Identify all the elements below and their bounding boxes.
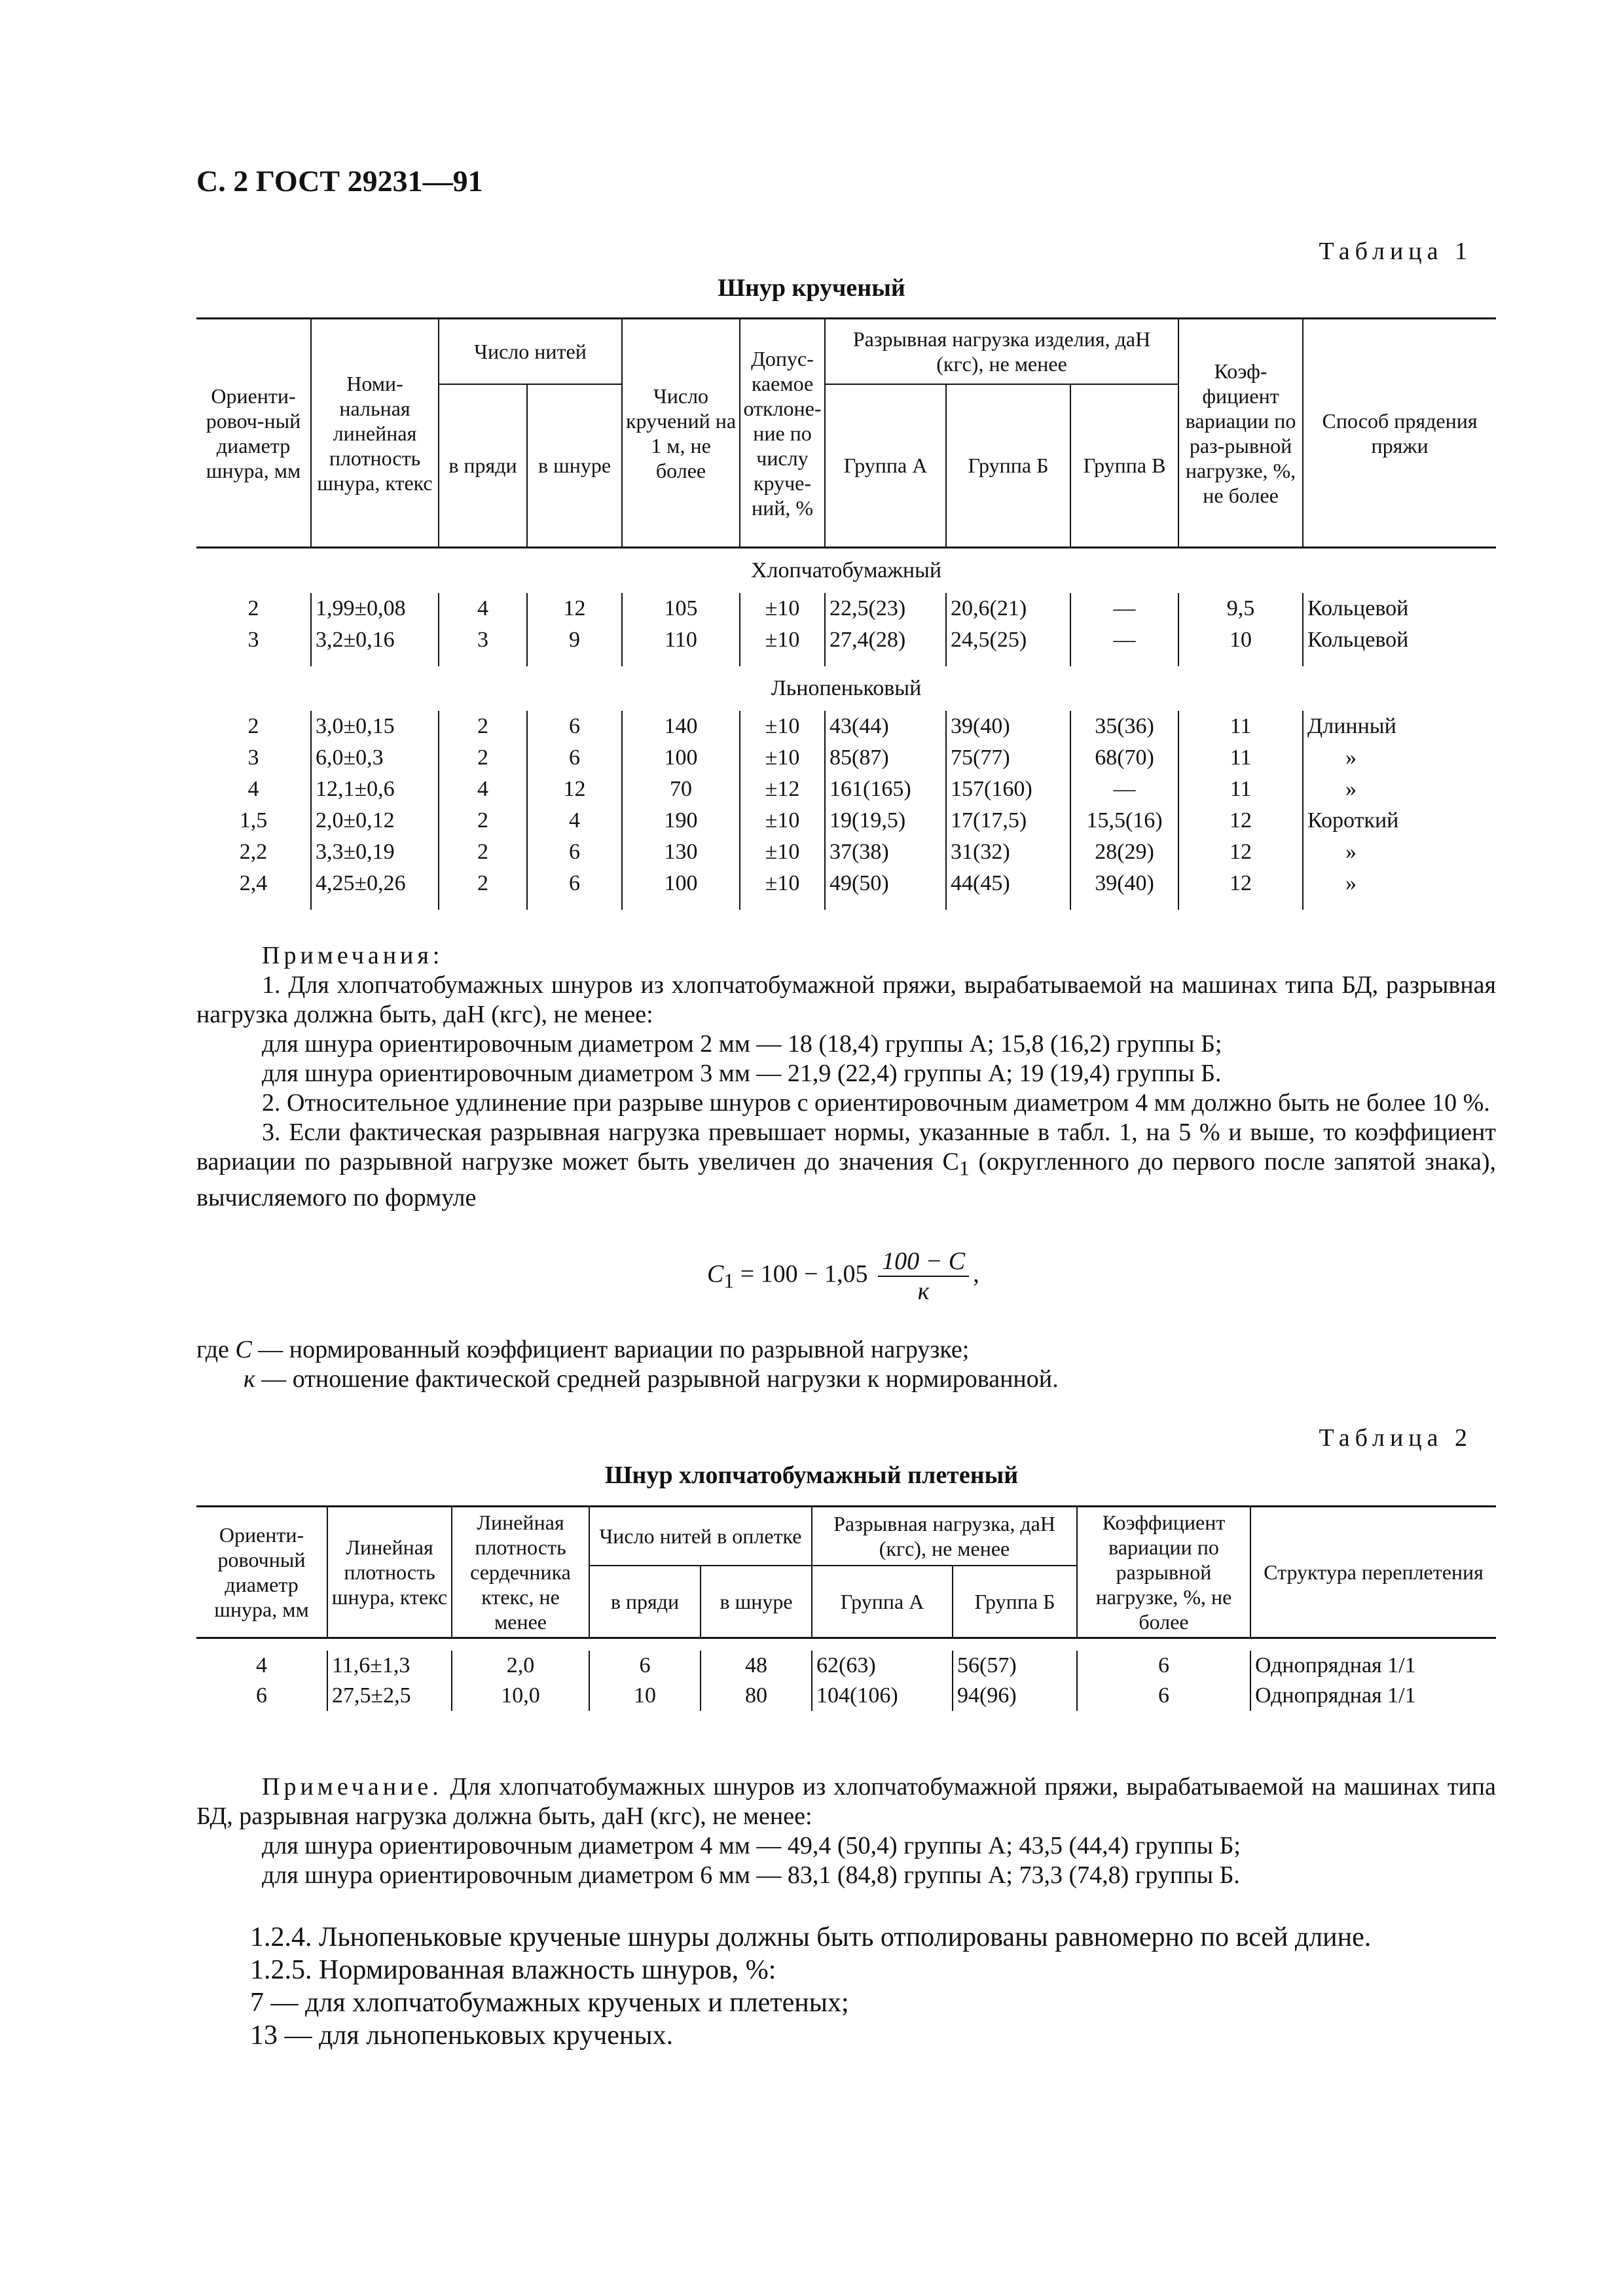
t1-col-twists: Число кручений на 1 м, не более (622, 319, 740, 548)
table-cell: 2 (439, 742, 527, 774)
table-cell: 11 (1178, 711, 1303, 742)
table-row (196, 836, 1496, 868)
table-cell-spacer (946, 899, 1070, 910)
table-cell: 15,5(16) (1070, 805, 1178, 836)
table-cell: 11 (1178, 774, 1303, 805)
table-cell: 3 (439, 624, 527, 656)
table-cell-spacer (946, 656, 1070, 666)
clause-1-2-5: 1.2.5. Нормированная влажность шнуров, %: (250, 1955, 776, 1985)
table1-label: Таблица 1 (1319, 238, 1472, 265)
table-cell-spacer (196, 656, 311, 666)
table-row (196, 711, 1496, 742)
table-cell: 6 (527, 711, 622, 742)
table-cell: 2 (247, 596, 259, 620)
table-cell: 6 (527, 742, 622, 774)
t1-col-group-v: Группа В (1070, 384, 1178, 548)
table-cell: — (1070, 624, 1178, 656)
table-cell: 2,2 (239, 840, 268, 864)
t1-col-threads: Число нитей (439, 319, 622, 384)
table-cell: » (1303, 742, 1496, 774)
formula-legend: где C — нормированный коэффициент вариации по разрывной нагрузке; к — отношение фактической средней разрывной нагрузки к нормированной. (196, 1336, 1059, 1393)
t1-col-group-a: Группа А (825, 384, 946, 548)
table-cell-spacer (622, 656, 740, 666)
table-cell: ±10 (740, 593, 825, 624)
t1-spacer-row (196, 656, 1496, 666)
t1-col-deviation: Допус-каемое отклоне-ние по числу круче-ний, % (740, 319, 825, 548)
table2 (196, 1505, 1496, 1711)
table-cell-spacer (740, 899, 825, 910)
table-cell: 3 (247, 745, 259, 770)
table-cell: 9 (527, 624, 622, 656)
table-cell: ±10 (740, 711, 825, 742)
table-cell: 140 (622, 711, 740, 742)
table-cell-spacer (825, 899, 946, 910)
table-cell-spacer (527, 899, 622, 910)
table-cell: 12 (1178, 836, 1303, 868)
table-cell: 56(57) (953, 1651, 1077, 1681)
note-1: 1. Для хлопчатобумажных шнуров из хлопчатобумажной пряжи, вырабатываемой на машинах типа БД, разрывная нагрузка должна быть, даН (кгс), не менее: (196, 971, 1496, 1028)
table-cell: 49(50) (825, 868, 946, 899)
table1-notes (196, 941, 1496, 1213)
table-cell: 157(160) (946, 774, 1070, 805)
note-1a: для шнура ориентировочным диаметром 2 мм — 18 (18,4) группы А; 15,8 (16,2) группы Б; (262, 1030, 1222, 1058)
table-cell: 2,0 (452, 1651, 589, 1681)
table-cell: 4,25±0,26 (311, 868, 439, 899)
table-cell: 190 (622, 805, 740, 836)
table-cell: 70 (622, 774, 740, 805)
table-cell: 4 (256, 1653, 267, 1677)
table-cell-spacer (1303, 656, 1496, 666)
t1-col-density: Номи-нальная линейная плотность шнура, ктекс (311, 319, 439, 548)
table-cell: 48 (701, 1651, 812, 1681)
table-cell: 31(32) (946, 836, 1070, 868)
t1-group-name: Льнопеньковый (771, 676, 922, 700)
table-cell: 130 (622, 836, 740, 868)
table-cell: 80 (701, 1681, 812, 1711)
formula-numerator: 100 − C (878, 1247, 969, 1277)
table-cell: 12,1±0,6 (311, 774, 439, 805)
table-cell: 75(77) (946, 742, 1070, 774)
table-cell-spacer (1070, 899, 1178, 910)
table2-note: Примечание. Для хлопчатобумажных шнуров из хлопчатобумажной пряжи, вырабатываемой на машинах типа БД, разрывная нагрузка должна быть, даН (кгс), не менее: для шнура ориентировочным диаметром 4 мм — 49,4 (50,4) группы А; 43,5 (44,4) группы Б; для шнура ориентировочным диаметром 6 мм — 83,1 (84,8) группы А; 73,3 (74,8) группы Б. (196, 1773, 1496, 1889)
table-cell: 1,5 (239, 808, 268, 833)
table-cell: 10 (589, 1681, 701, 1711)
table-cell: Однопрядная 1/1 (1250, 1651, 1496, 1681)
note-2: 2. Относительное удлинение при разрыве шнуров с ориентировочным диаметром 4 мм должно быть не более 10 %. (262, 1089, 1490, 1117)
table-cell: » (1303, 774, 1496, 805)
table-cell: — (1070, 774, 1178, 805)
t2-col-threads: Число нитей в оплетке (589, 1507, 812, 1566)
table-cell: ±10 (740, 805, 825, 836)
table-cell: 12 (1178, 868, 1303, 899)
table-cell: 35(36) (1070, 711, 1178, 742)
table-row (196, 593, 1496, 624)
table-row (196, 805, 1496, 836)
t2-col-load: Разрывная нагрузка, даН (кгс), не менее (812, 1507, 1077, 1566)
table-cell: — (1070, 593, 1178, 624)
table-cell: 27,4(28) (825, 624, 946, 656)
table-cell: 2 (439, 868, 527, 899)
table-row (196, 774, 1496, 805)
table-cell: 3 (247, 628, 259, 652)
t1-col-coef: Коэф-фициент вариации по раз-рывной нагрузке, %, не более (1178, 319, 1303, 548)
table-cell: 6 (527, 868, 622, 899)
table-cell: Короткий (1303, 805, 1496, 836)
t1-group-row (196, 666, 1496, 711)
table-cell-spacer (622, 899, 740, 910)
table-cell: 6 (1077, 1681, 1250, 1711)
table-cell: 12 (527, 593, 622, 624)
t2-col-structure: Структура переплетения (1250, 1507, 1496, 1638)
table-cell-spacer (311, 899, 439, 910)
table1 (196, 317, 1496, 910)
table-cell: 2,0±0,12 (311, 805, 439, 836)
table-row (196, 624, 1496, 656)
table-cell-spacer (740, 656, 825, 666)
table-cell: 2,4 (239, 871, 268, 895)
table-cell: 110 (622, 624, 740, 656)
clauses (250, 1921, 1507, 2052)
table-cell: 44(45) (946, 868, 1070, 899)
table-cell: 4 (439, 593, 527, 624)
table-cell: 2 (247, 714, 259, 738)
table-cell: Кольцевой (1303, 624, 1496, 656)
table-cell: 4 (527, 805, 622, 836)
t2-col-diameter: Ориенти-ровочный диаметр шнура, мм (196, 1507, 327, 1638)
table-cell: 68(70) (1070, 742, 1178, 774)
note-1b: для шнура ориентировочным диаметром 3 мм — 21,9 (22,4) группы А; 19 (19,4) группы Б. (262, 1060, 1222, 1087)
table-cell: 12 (527, 774, 622, 805)
table-cell-spacer (1178, 656, 1303, 666)
table1-title: Шнур крученый (718, 274, 905, 302)
table-cell: 19(19,5) (825, 805, 946, 836)
table-row (196, 868, 1496, 899)
table-cell: 2 (439, 711, 527, 742)
note2-b: для шнура ориентировочным диаметром 6 мм — 83,1 (84,8) группы А; 73,3 (74,8) группы Б. (262, 1861, 1240, 1889)
table-cell: ±10 (740, 836, 825, 868)
t2-col-group-b: Группа Б (953, 1566, 1077, 1638)
clause-1-2-5-a: 7 — для хлопчатобумажных крученых и плетеных; (250, 1988, 849, 2018)
t1-col-in-cord: в шнуре (527, 384, 622, 548)
table-cell: 2 (439, 836, 527, 868)
table-cell: 37(38) (825, 836, 946, 868)
page-header: С. 2 ГОСТ 29231—91 (196, 164, 483, 198)
t2-col-coef: Коэффициент вариации по разрывной нагрузке, %, не более (1077, 1507, 1250, 1638)
t1-col-group-b: Группа Б (946, 384, 1070, 548)
table-cell-spacer (196, 899, 311, 910)
table-cell: 12 (1178, 805, 1303, 836)
t2-spacer-row (196, 1638, 1496, 1651)
table-cell: 100 (622, 868, 740, 899)
t2-col-in-yarn: в пряди (589, 1566, 701, 1638)
table-cell: 39(40) (946, 711, 1070, 742)
table-cell: 27,5±2,5 (327, 1681, 452, 1711)
table-row (196, 1681, 1496, 1711)
table-cell: ±12 (740, 774, 825, 805)
table-cell: 11,6±1,3 (327, 1651, 452, 1681)
table-cell: 4 (247, 777, 259, 801)
table-cell: 4 (439, 774, 527, 805)
table-cell: » (1303, 868, 1496, 899)
table-cell: Кольцевой (1303, 593, 1496, 624)
t2-col-group-a: Группа А (812, 1566, 953, 1638)
clause-1-2-4: 1.2.4. Льнопеньковые крученые шнуры должны быть отполированы равномерно по всей длине. (250, 1922, 1372, 1952)
t2-col-in-cord: в шнуре (701, 1566, 812, 1638)
table-cell: 28(29) (1070, 836, 1178, 868)
table-cell: ±10 (740, 742, 825, 774)
table-cell-spacer (439, 656, 527, 666)
table-cell: 39(40) (1070, 868, 1178, 899)
table-cell: 11 (1178, 742, 1303, 774)
table-cell: 100 (622, 742, 740, 774)
table-cell: 3,3±0,19 (311, 836, 439, 868)
table-cell: 10 (1178, 624, 1303, 656)
notes-title: Примечания: (262, 942, 444, 969)
table-cell-spacer (1303, 899, 1496, 910)
t1-col-in-yarn: в пряди (439, 384, 527, 548)
formula-denominator: к (917, 1278, 930, 1305)
table-cell-spacer (311, 656, 439, 666)
table-cell: 161(165) (825, 774, 946, 805)
table-cell: 43(44) (825, 711, 946, 742)
table-cell: 2 (439, 805, 527, 836)
note-3: 3. Если фактическая разрывная нагрузка превышает нормы, указанные в табл. 1, на 5 % и выше, то коэффициент вариации по разрывной нагрузке может быть увеличен до значения $C_1$ (округленного до первого после запятой знака), вычисляемого по формуле (196, 1119, 1496, 1211)
table-cell: 94(96) (953, 1681, 1077, 1711)
table-cell: 85(87) (825, 742, 946, 774)
table-cell: 9,5 (1178, 593, 1303, 624)
table-cell: ±10 (740, 868, 825, 899)
table-cell: 24,5(25) (946, 624, 1070, 656)
table-cell: 104(106) (812, 1681, 953, 1711)
table-cell: 20,6(21) (946, 593, 1070, 624)
table-cell-spacer (1070, 656, 1178, 666)
note2-a: для шнура ориентировочным диаметром 4 мм — 49,4 (50,4) группы А; 43,5 (44,4) группы Б; (262, 1832, 1241, 1859)
table-cell: 62(63) (812, 1651, 953, 1681)
table-cell-spacer (439, 899, 527, 910)
table2-title: Шнур хлопчатобумажный плетеный (604, 1462, 1019, 1489)
table-cell-spacer (527, 656, 622, 666)
t2-col-core: Линейная плотность сердечника ктекс, не менее (452, 1507, 589, 1638)
table-cell: 6 (256, 1683, 267, 1708)
table-cell: 10,0 (452, 1681, 589, 1711)
table-row (196, 742, 1496, 774)
t2-col-density: Линейная плотность шнура, ктекс (327, 1507, 452, 1638)
table-cell: 3,0±0,15 (311, 711, 439, 742)
table-cell: 105 (622, 593, 740, 624)
table-cell-spacer (825, 656, 946, 666)
clause-1-2-5-b: 13 — для льнопеньковых крученых. (250, 2020, 674, 2051)
table-row (196, 1651, 1496, 1681)
table-cell-spacer (1178, 899, 1303, 910)
table-cell: 6 (589, 1651, 701, 1681)
table-cell: ±10 (740, 624, 825, 656)
t1-col-diameter: Ориенти-ровоч-ный диаметр шнура, мм (196, 319, 311, 548)
t1-col-method: Способ прядения пряжи (1303, 319, 1496, 548)
table-cell: 6 (1077, 1651, 1250, 1681)
t1-col-load: Разрывная нагрузка изделия, даН (кгс), не менее (825, 319, 1178, 384)
table-cell: Длинный (1303, 711, 1496, 742)
table-cell: 1,99±0,08 (311, 593, 439, 624)
table1-body (196, 548, 1496, 910)
table-cell: » (1303, 836, 1496, 868)
table-cell: 17(17,5) (946, 805, 1070, 836)
table-cell: 3,2±0,16 (311, 624, 439, 656)
t1-spacer-row (196, 899, 1496, 910)
t1-group-name: Хлопчатобумажный (750, 558, 942, 583)
formula: $C_1 = 100 - 1,05$ $\frac{100 - C}{к}$ , (707, 1247, 979, 1305)
table-cell: 6,0±0,3 (311, 742, 439, 774)
table-cell: Однопрядная 1/1 (1250, 1681, 1496, 1711)
table2-label: Таблица 2 (1319, 1424, 1472, 1452)
table2-body (196, 1638, 1496, 1712)
t1-group-row (196, 548, 1496, 594)
table-cell: 22,5(23) (825, 593, 946, 624)
table-cell: 6 (527, 836, 622, 868)
